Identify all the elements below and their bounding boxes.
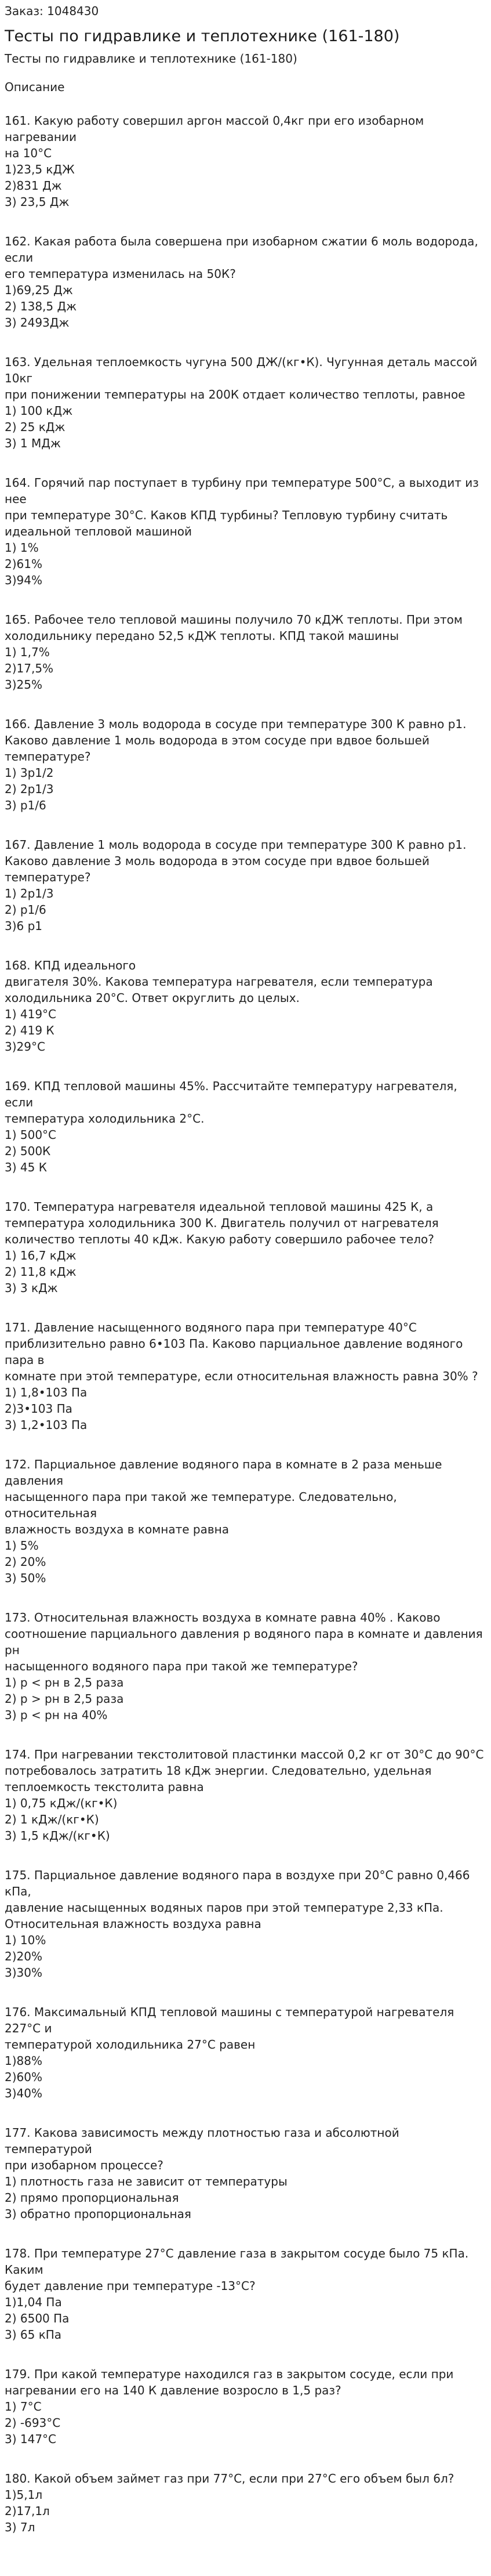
- question-text: 170. Температура нагревателя идеальной тепловой машины 425 К, а температура холодильника 300 К. Двигатель получил от нагревателя количество теплоты 40 кДж. Какую работу совершило рабочее тело?: [5, 1200, 439, 1246]
- answer-option: 2) 6500 Па: [5, 2311, 70, 2325]
- answer-option: 2) 419 К: [5, 1023, 54, 1037]
- answer-option: 1)5,1л: [5, 2488, 43, 2502]
- question-block: [5, 1609, 486, 1723]
- answer-option: 1)23,5 кДЖ: [5, 162, 75, 176]
- answer-option: 3) 23,5 Дж: [5, 195, 70, 209]
- answer-option: 2) 1 кДж/(кг•К): [5, 1812, 99, 1826]
- answer-option: 3) 45 К: [5, 1160, 47, 1174]
- answer-option: 2) 25 кДж: [5, 420, 66, 434]
- answer-option: 1) 1%: [5, 541, 39, 555]
- answer-option: 2) 11,8 кДж: [5, 1265, 77, 1279]
- answer-option: 1) 500°С: [5, 1128, 57, 1142]
- answer-option: 3) 50%: [5, 1571, 46, 1585]
- question-block: [5, 475, 486, 588]
- answer-option: 3)94%: [5, 573, 42, 587]
- answer-option: 2) р > рн в 2,5 раза: [5, 1692, 124, 1706]
- answer-option: 3) обратно пропорциональная: [5, 2207, 191, 2221]
- answer-option: 1)1,04 Па: [5, 2295, 62, 2309]
- question-block: [5, 1746, 486, 1844]
- answer-option: 1) 1,8•103 Па: [5, 1385, 88, 1399]
- answer-option: 3) р < рн на 40%: [5, 1708, 108, 1722]
- answer-option: 2) прямо пропорциональная: [5, 2191, 179, 2205]
- answer-option: 1) р < рн в 2,5 раза: [5, 1676, 124, 1689]
- answer-option: 2) 138,5 Дж: [5, 299, 77, 313]
- question-block: [5, 354, 486, 451]
- question-block: [5, 233, 486, 331]
- question-block: [5, 716, 486, 813]
- answer-option: 3) 2493Дж: [5, 316, 70, 330]
- question-block: [5, 2125, 486, 2222]
- answer-option: 2)17,1л: [5, 2504, 50, 2518]
- answer-option: 2) 500К: [5, 1144, 51, 1158]
- answer-option: 2)61%: [5, 557, 42, 571]
- question-block: [5, 837, 486, 934]
- question-text: 164. Горячий пар поступает в турбину при температуре 500°С, а выходит из нее при температуре 30°С. Каков КПД турбины? Тепловую турбину считать идеальной тепловой машиной: [5, 476, 479, 538]
- answer-option: 2)60%: [5, 2070, 42, 2084]
- answer-option: 1) 5%: [5, 1539, 39, 1553]
- question-block: [5, 2470, 486, 2535]
- answer-option: 2) p1/6: [5, 903, 46, 917]
- question-text: 175. Парциальное давление водяного пара в воздухе при 20°С равно 0,466 кПа, давление насыщенных водяных паров при этой температуре 2,33 кПа. Относительная влажность воздуха равна: [5, 1868, 470, 1931]
- answer-option: 3)40%: [5, 2086, 42, 2100]
- answer-option: 1) 0,75 кДж/(кг•К): [5, 1796, 118, 1810]
- answer-option: 3) p1/6: [5, 798, 46, 812]
- answer-option: 3) 147°С: [5, 2432, 57, 2446]
- answer-option: 2) 20%: [5, 1555, 46, 1569]
- question-text: 166. Давление 3 моль водорода в сосуде при температуре 300 К равно p1. Каково давление 1 моль водорода в этом сосуде при вдвое большей температуре?: [5, 717, 467, 764]
- page-title: Тесты по гидравлике и теплотехнике (161-180): [5, 27, 400, 45]
- answer-option: 1) 1,7%: [5, 645, 50, 659]
- answer-option: 1) 2p1/3: [5, 887, 54, 900]
- answer-option: 1) 419°С: [5, 1007, 57, 1021]
- answer-option: 3) 65 кПа: [5, 2328, 62, 2342]
- answer-option: 2)3•103 Па: [5, 1402, 72, 1416]
- answer-option: 2)20%: [5, 1949, 42, 1963]
- question-block: [5, 2245, 486, 2343]
- answer-option: 1) 3p1/2: [5, 766, 54, 780]
- question-block: [5, 2366, 486, 2447]
- answer-option: 1) 16,7 кДж: [5, 1249, 77, 1262]
- answer-option: 3)6 p1: [5, 919, 43, 933]
- question-block: [5, 1319, 486, 1433]
- answer-option: 3)25%: [5, 678, 42, 692]
- question-block: [5, 1456, 486, 1586]
- question-text: 180. Какой объем займет газ при 77°С, если при 27°С его объем был 6л?: [5, 2472, 454, 2485]
- question-text: 161. Какую работу совершил аргон массой 0,4кг при его изобарном нагревании на 10°С: [5, 114, 424, 160]
- question-block: [5, 1867, 486, 1981]
- page-subtitle: Тесты по гидравлике и теплотехнике (161-180): [5, 52, 297, 66]
- answer-option: 1) 100 кДж: [5, 404, 73, 418]
- question-text: 173. Относительная влажность воздуха в комнате равна 40% . Каково соотношение парциального давления р водяного пара в комнате и давления рн насыщенного водяного пара при такой же температуре?: [5, 1611, 483, 1673]
- question-text: 176. Максимальный КПД тепловой машины с температурой нагревателя 227°С и температурой холодильника 27°С равен: [5, 2005, 454, 2052]
- answer-option: 1)88%: [5, 2054, 42, 2068]
- answer-option: 3) 1,5 кДж/(кг•К): [5, 1829, 110, 1843]
- question-block: [5, 113, 486, 210]
- answer-option: 2) 2p1/3: [5, 782, 54, 796]
- question-block: [5, 1199, 486, 1296]
- answer-option: 1) плотность газа не зависит от температуры: [5, 2175, 288, 2188]
- question-text: 162. Какая работа была совершена при изобарном сжатии 6 моль водорода, если его температура изменилась на 50К?: [5, 234, 478, 281]
- answer-option: 1)69,25 Дж: [5, 283, 73, 297]
- answer-option: 2)17,5%: [5, 661, 54, 675]
- answer-option: 2)831 Дж: [5, 179, 62, 193]
- order-number: Заказ: 1048430: [5, 4, 99, 18]
- question-block: [5, 957, 486, 1055]
- question-text: 165. Рабочее тело тепловой машины получило 70 кДЖ теплоты. При этом холодильнику передано 52,5 кДЖ теплоты. КПД такой машины: [5, 613, 463, 643]
- answer-option: 3) 1 МДж: [5, 436, 61, 450]
- description-label: Описание: [5, 80, 65, 94]
- question-text: 169. КПД тепловой машины 45%. Рассчитайте температуру нагревателя, если температура холодильника 2°С.: [5, 1079, 457, 1126]
- question-text: 179. При какой температуре находился газ в закрытом сосуде, если при нагревании его на 140 К давление возросло в 1,5 раз?: [5, 2367, 454, 2397]
- question-text: 163. Удельная теплоемкость чугуна 500 ДЖ/(кг•К). Чугунная деталь массой 10кг при понижении температуры на 200К отдает количество теплоты, равное: [5, 355, 478, 401]
- question-text: 171. Давление насыщенного водяного пара при температуре 40°С приблизительно равно 6•103 Па. Каково парциальное давление водяного пара в комнате при этой температуре, если относительная влажность равна 30% ?: [5, 1320, 478, 1383]
- answer-option: 1) 10%: [5, 1933, 46, 1947]
- question-text: 178. При температуре 27°С давление газа в закрытом сосуде было 75 кПа. Каким будет давление при температуре -13°С?: [5, 2246, 469, 2293]
- answer-option: 1) 7°С: [5, 2400, 42, 2414]
- question-text: 167. Давление 1 моль водорода в сосуде при температуре 300 К равно p1. Каково давление 3 моль водорода в этом сосуде при вдвое большей температуре?: [5, 838, 467, 884]
- question-text: 174. При нагревании текстолитовой пластинки массой 0,2 кг от 30°С до 90°С потребовалось затратить 18 кДж энергии. Следовательно, удельная теплоемкость текстолита равна: [5, 1748, 484, 1794]
- question-block: [5, 1078, 486, 1175]
- question-block: [5, 612, 486, 693]
- answer-option: 3)30%: [5, 1966, 42, 1980]
- answer-option: 3) 7л: [5, 2520, 35, 2534]
- question-block: [5, 2004, 486, 2101]
- question-text: 172. Парциальное давление водяного пара в комнате в 2 раза меньше давления насыщенного пара при такой же температуре. Следовательно, относительная влажность воздуха в комнате равна: [5, 1457, 442, 1536]
- answer-option: 3)29°С: [5, 1040, 45, 1054]
- answer-option: 2) -693°С: [5, 2416, 61, 2430]
- answer-option: 3) 3 кДж: [5, 1281, 58, 1295]
- question-list: [5, 113, 486, 2535]
- question-text: 177. Какова зависимость между плотностью газа и абсолютной температурой при изобарном процессе?: [5, 2126, 399, 2172]
- question-text: 168. КПД идеального двигателя 30%. Какова температура нагревателя, если температура холодильника 20°С. Ответ округлить до целых.: [5, 958, 433, 1005]
- answer-option: 3) 1,2•103 Па: [5, 1418, 88, 1432]
